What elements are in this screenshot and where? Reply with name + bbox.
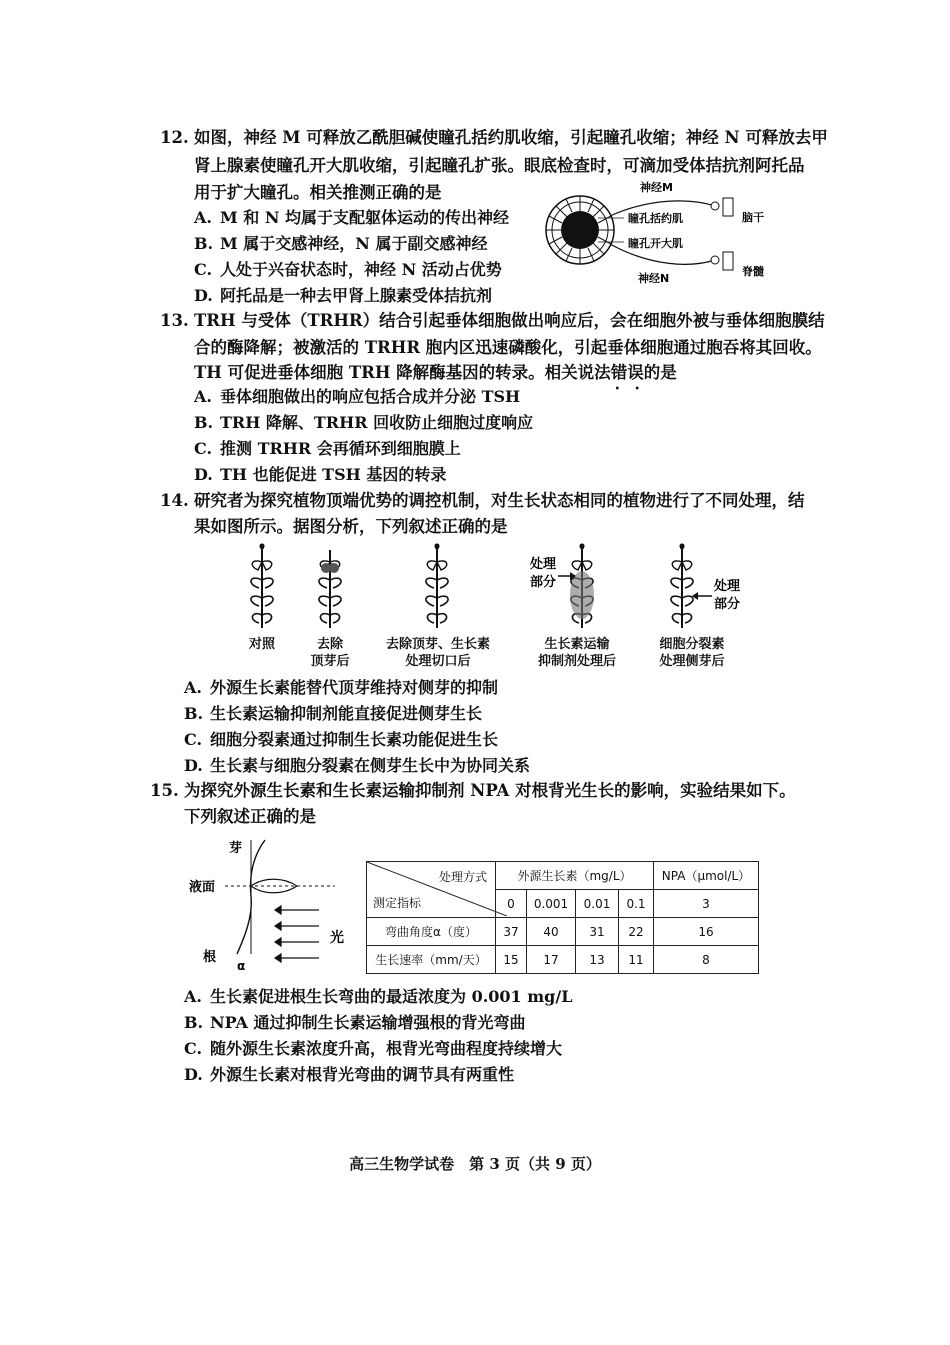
label-spinal-cord: 脊髓 xyxy=(742,265,764,278)
label-brainstem: 脑干 xyxy=(742,211,764,224)
value-cell: 8 xyxy=(654,946,759,974)
q13-stem-line-1: 13. TRH 与受体（TRHR）结合引起垂体细胞做出响应后，会在细胞外被与垂体细胞膜结 xyxy=(160,311,825,330)
q12-stem-line-3: 用于扩大瞳孔。相关推测正确的是 xyxy=(194,183,442,202)
q15-root-figure xyxy=(185,836,355,976)
label-alpha: α xyxy=(237,959,246,973)
q15-option-a: A. 生长素促进根生长弯曲的最适浓度为 0.001 mg/L xyxy=(184,987,573,1006)
q12-stem-line-2: 肾上腺素使瞳孔开大肌收缩，引起瞳孔扩张。眼底检查时，可滴加受体拮抗剂阿托品 xyxy=(194,156,805,175)
label-root: 根 xyxy=(203,950,217,965)
conc-cell: 0.1 xyxy=(619,890,654,918)
q14-stem-line-2: 果如图所示。据图分析，下列叙述正确的是 xyxy=(194,517,508,536)
q15-stem-line-1: 15. 为探究外源生长素和生长素运输抑制剂 NPA 对根背光生长的影响，实验结果如下。 xyxy=(150,781,796,800)
row-label: 生长速率（mm/天） xyxy=(367,946,496,974)
q13-option-b: B. TRH 降解、TRHR 回收防止细胞过度响应 xyxy=(194,413,534,432)
q12-eye-figure xyxy=(540,178,800,288)
q14-caption-4: 生长素运输 抑制剂处理后 xyxy=(537,637,616,669)
spinal-node xyxy=(711,256,719,264)
treat-label-1-line-1: 处理 xyxy=(530,557,557,572)
table-corner-cell: 处理方式 测定指标 xyxy=(367,862,496,918)
q15-option-c: C. 随外源生长素浓度升高，根背光弯曲程度持续增大 xyxy=(184,1039,563,1058)
q14-plants-figure xyxy=(220,540,760,635)
value-cell: 11 xyxy=(619,946,654,974)
q12-option-c: C. 人处于兴奋状态时，神经 N 活动占优势 xyxy=(194,260,502,279)
table-row xyxy=(367,946,759,974)
q12-stem-line-1: 12. 如图，神经 M 可释放乙酰胆碱使瞳孔括约肌收缩，引起瞳孔收缩；神经 N 可释放去甲 xyxy=(160,128,828,147)
value-cell: 15 xyxy=(496,946,527,974)
npa-header: NPA（μmol/L） xyxy=(654,862,759,890)
label-nerve-n: 神经N xyxy=(638,272,670,285)
label-nerve-m: 神经M xyxy=(640,181,673,194)
npa-conc-cell: 3 xyxy=(654,890,759,918)
table-row xyxy=(367,862,759,890)
value-cell: 22 xyxy=(619,918,654,946)
treat-label-2-line-1: 处理 xyxy=(714,579,741,594)
plant-bud-removed xyxy=(319,550,341,628)
spinal-block xyxy=(723,252,733,270)
treat-label-2-line-2: 部分 xyxy=(714,597,741,612)
label-sphincter: 瞳孔括约肌 xyxy=(628,212,683,225)
q15-stem-line-2: 下列叙述正确的是 xyxy=(184,807,316,826)
row-label: 弯曲角度α（度） xyxy=(367,918,496,946)
plant-cytokinin xyxy=(671,544,693,628)
q12-option-a: A. M 和 N 均属于支配躯体运动的传出神经 xyxy=(194,208,510,227)
value-cell: 16 xyxy=(654,918,759,946)
auxin-header: 外源生长素（mg/L） xyxy=(496,862,654,890)
q15-option-b: B. NPA 通过抑制生长素运输增强根的背光弯曲 xyxy=(184,1013,526,1032)
value-cell: 31 xyxy=(576,918,619,946)
conc-cell: 0.001 xyxy=(527,890,576,918)
table-row xyxy=(367,918,759,946)
conc-cell: 0.01 xyxy=(576,890,619,918)
page-footer: 高三生物学试卷 第 3 页（共 9 页） xyxy=(349,1155,601,1173)
value-cell: 17 xyxy=(527,946,576,974)
q12-option-d: D. 阿托品是一种去甲肾上腺素受体拮抗剂 xyxy=(194,286,493,305)
label-dilator: 瞳孔开大肌 xyxy=(628,237,683,250)
label-light: 光 xyxy=(330,930,344,946)
plant-control xyxy=(251,544,273,628)
q15-data-table xyxy=(366,861,759,974)
value-cell: 37 xyxy=(496,918,527,946)
q13-stem-line-3: TH 可促进垂体细胞 TRH 降解酶基因的转录。相关说法错误 • •的是 xyxy=(194,362,677,384)
light-arrows xyxy=(275,906,319,962)
q12-option-b: B. M 属于交感神经，N 属于副交感神经 xyxy=(194,234,488,253)
brainstem-block xyxy=(723,198,733,216)
label-liquid-surface: 液面 xyxy=(189,880,216,895)
q14-caption-3: 去除顶芽、生长素 处理切口后 xyxy=(385,637,490,669)
q14-option-c: C. 细胞分裂素通过抑制生长素功能促进生长 xyxy=(184,730,499,749)
q14-caption-5: 细胞分裂素 处理侧芽后 xyxy=(659,637,725,669)
q14-option-b: B. 生长素运输抑制剂能直接促进侧芽生长 xyxy=(184,704,483,723)
q13-option-d: D. TH 也能促进 TSH 基因的转录 xyxy=(194,465,447,484)
label-bud: 芽 xyxy=(229,841,243,856)
q14-caption-1: 对照 xyxy=(248,637,275,652)
plant-bud-removed-auxin xyxy=(426,544,448,628)
conc-cell: 0 xyxy=(496,890,527,918)
q15-option-d: D. 外源生长素对根背光弯曲的调节具有两重性 xyxy=(184,1065,515,1084)
plant-transport-inhibitor xyxy=(570,544,594,628)
q13-stem-line-2: 合的酶降解；被激活的 TRHR 胞内区迅速磷酸化，引起垂体细胞通过胞吞将其回收。 xyxy=(194,338,822,357)
treat-label-1-line-2: 部分 xyxy=(530,575,557,590)
q14-option-a: A. 外源生长素能替代顶芽维持对侧芽的抑制 xyxy=(184,678,499,697)
q14-option-d: D. 生长素与细胞分裂素在侧芽生长中为协同关系 xyxy=(184,756,531,775)
value-cell: 40 xyxy=(527,918,576,946)
q13-emphasis: 错误 • • xyxy=(611,363,644,382)
brainstem-node xyxy=(711,202,719,210)
q14-caption-2: 去除 顶芽后 xyxy=(310,637,350,669)
q13-option-c: C. 推测 TRHR 会再循环到细胞膜上 xyxy=(194,439,461,458)
q14-stem-line-1: 14. 研究者为探究植物顶端优势的调控机制，对生长状态相同的植物进行了不同处理，结 xyxy=(160,491,805,510)
q13-option-a: A. 垂体细胞做出的响应包括合成并分泌 TSH xyxy=(194,387,521,406)
value-cell: 13 xyxy=(576,946,619,974)
